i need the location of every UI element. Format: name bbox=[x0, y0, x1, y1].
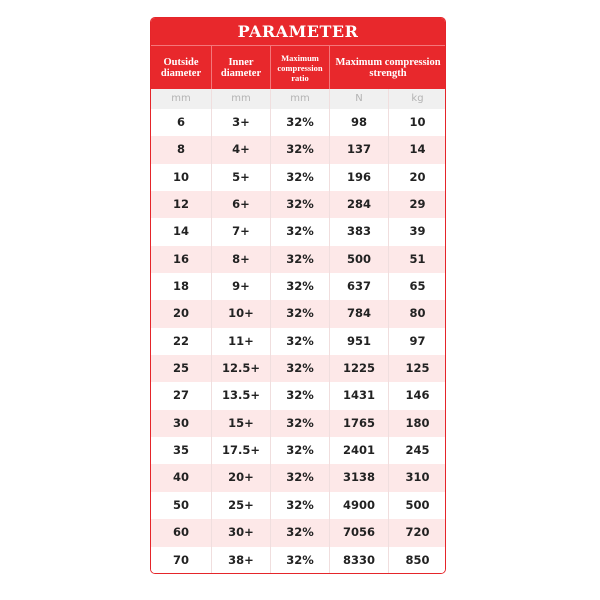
table-cell: 784 bbox=[329, 300, 388, 327]
table-cell: 850 bbox=[388, 547, 446, 574]
table-cell: 39 bbox=[388, 218, 446, 245]
table-row bbox=[151, 547, 445, 574]
table-cell: 32% bbox=[270, 519, 329, 546]
table-cell: 1225 bbox=[329, 355, 388, 382]
table-cell: 60 bbox=[151, 519, 211, 546]
table-row bbox=[151, 218, 445, 245]
table-row bbox=[151, 492, 445, 519]
table-cell: 32% bbox=[270, 164, 329, 191]
table-cell: 32% bbox=[270, 382, 329, 409]
table-cell: 7056 bbox=[329, 519, 388, 546]
table-cell: 30+ bbox=[211, 519, 270, 546]
table-cell: 951 bbox=[329, 328, 388, 355]
parameter-table bbox=[150, 17, 446, 574]
table-cell: 137 bbox=[329, 136, 388, 163]
table-cell: 125 bbox=[388, 355, 446, 382]
table-cell: 25+ bbox=[211, 492, 270, 519]
table-cell: 32% bbox=[270, 109, 329, 136]
table-cell: 32% bbox=[270, 547, 329, 574]
table-cell: 146 bbox=[388, 382, 446, 409]
table-cell: 32% bbox=[270, 218, 329, 245]
table-cell: 20+ bbox=[211, 464, 270, 491]
table-cell: 500 bbox=[329, 246, 388, 273]
table-cell: 14 bbox=[388, 136, 446, 163]
table-cell: 22 bbox=[151, 328, 211, 355]
unit-cell: N bbox=[329, 89, 388, 109]
table-cell: 70 bbox=[151, 547, 211, 574]
table-row bbox=[151, 437, 445, 464]
unit-cell: kg bbox=[388, 89, 446, 109]
table-cell: 30 bbox=[151, 410, 211, 437]
table-row bbox=[151, 164, 445, 191]
units-row bbox=[151, 89, 445, 109]
table-cell: 10+ bbox=[211, 300, 270, 327]
table-cell: 3+ bbox=[211, 109, 270, 136]
table-cell: 29 bbox=[388, 191, 446, 218]
table-cell: 6 bbox=[151, 109, 211, 136]
table-cell: 32% bbox=[270, 464, 329, 491]
table-row bbox=[151, 355, 445, 382]
table-cell: 20 bbox=[151, 300, 211, 327]
table-cell: 20 bbox=[388, 164, 446, 191]
table-cell: 32% bbox=[270, 437, 329, 464]
table-row bbox=[151, 109, 445, 136]
header-row bbox=[151, 45, 445, 89]
table-cell: 18 bbox=[151, 273, 211, 300]
table-cell: 65 bbox=[388, 273, 446, 300]
table-cell: 637 bbox=[329, 273, 388, 300]
table-cell: 1765 bbox=[329, 410, 388, 437]
table-cell: 1431 bbox=[329, 382, 388, 409]
table-cell: 38+ bbox=[211, 547, 270, 574]
table-cell: 32% bbox=[270, 355, 329, 382]
table-cell: 50 bbox=[151, 492, 211, 519]
table-cell: 8 bbox=[151, 136, 211, 163]
table-cell: 35 bbox=[151, 437, 211, 464]
table-cell: 4900 bbox=[329, 492, 388, 519]
table-cell: 196 bbox=[329, 164, 388, 191]
table-cell: 32% bbox=[270, 492, 329, 519]
table-row bbox=[151, 136, 445, 163]
table-cell: 9+ bbox=[211, 273, 270, 300]
table-cell: 51 bbox=[388, 246, 446, 273]
table-cell: 180 bbox=[388, 410, 446, 437]
unit-cell: mm bbox=[151, 89, 211, 109]
table-cell: 32% bbox=[270, 246, 329, 273]
table-cell: 5+ bbox=[211, 164, 270, 191]
table-cell: 27 bbox=[151, 382, 211, 409]
table-cell: 500 bbox=[388, 492, 446, 519]
table-row bbox=[151, 410, 445, 437]
table-cell: 245 bbox=[388, 437, 446, 464]
table-row bbox=[151, 191, 445, 218]
header-outside-diameter: Outside diameter bbox=[160, 56, 202, 79]
table-row bbox=[151, 273, 445, 300]
table-cell: 32% bbox=[270, 136, 329, 163]
table-cell: 80 bbox=[388, 300, 446, 327]
table-cell: 11+ bbox=[211, 328, 270, 355]
table-cell: 8330 bbox=[329, 547, 388, 574]
table-cell: 97 bbox=[388, 328, 446, 355]
table-cell: 720 bbox=[388, 519, 446, 546]
table-cell: 10 bbox=[151, 164, 211, 191]
table-cell: 40 bbox=[151, 464, 211, 491]
table-cell: 7+ bbox=[211, 218, 270, 245]
table-cell: 3138 bbox=[329, 464, 388, 491]
table-cell: 14 bbox=[151, 218, 211, 245]
table-row bbox=[151, 246, 445, 273]
table-cell: 32% bbox=[270, 300, 329, 327]
header-inner-diameter: Inner diameter bbox=[211, 46, 270, 89]
table-cell: 6+ bbox=[211, 191, 270, 218]
table-row bbox=[151, 328, 445, 355]
header-max-compression-ratio: Maximum compression ratio bbox=[270, 46, 329, 89]
table-cell: 12 bbox=[151, 191, 211, 218]
header-max-compression-strength: Maximum compression strength bbox=[329, 46, 446, 89]
table-cell: 32% bbox=[270, 273, 329, 300]
table-body bbox=[151, 109, 445, 574]
table-cell: 10 bbox=[388, 109, 446, 136]
table-cell: 310 bbox=[388, 464, 446, 491]
table-cell: 32% bbox=[270, 191, 329, 218]
table-cell: 12.5+ bbox=[211, 355, 270, 382]
table-row bbox=[151, 300, 445, 327]
unit-cell: mm bbox=[270, 89, 329, 109]
table-row bbox=[151, 464, 445, 491]
table-cell: 2401 bbox=[329, 437, 388, 464]
unit-cell: mm bbox=[211, 89, 270, 109]
table-cell: 15+ bbox=[211, 410, 270, 437]
table-cell: 16 bbox=[151, 246, 211, 273]
table-cell: 4+ bbox=[211, 136, 270, 163]
table-cell: 25 bbox=[151, 355, 211, 382]
table-cell: 98 bbox=[329, 109, 388, 136]
table-row bbox=[151, 519, 445, 546]
table-cell: 32% bbox=[270, 410, 329, 437]
table-row bbox=[151, 382, 445, 409]
table-cell: 13.5+ bbox=[211, 382, 270, 409]
table-cell: 32% bbox=[270, 328, 329, 355]
table-cell: 383 bbox=[329, 218, 388, 245]
table-cell: 284 bbox=[329, 191, 388, 218]
table-cell: 17.5+ bbox=[211, 437, 270, 464]
table-cell: 8+ bbox=[211, 246, 270, 273]
table-title: PARAMETER bbox=[151, 18, 445, 45]
